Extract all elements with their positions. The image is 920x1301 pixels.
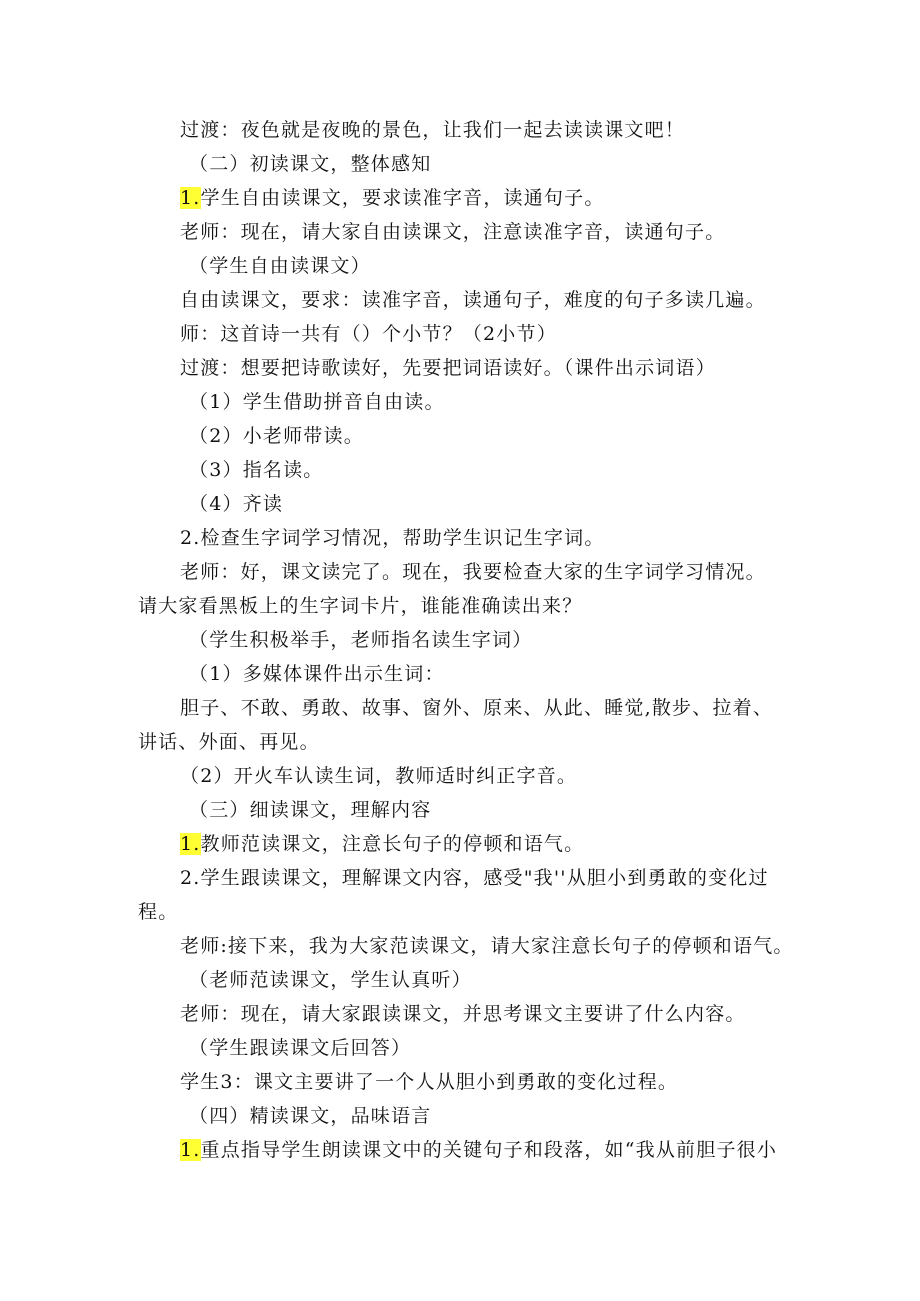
line-text: （1）学生借助拼音自由读。: [189, 391, 445, 413]
line-text: 2.检查生字词学习情况，帮助学生识记生字词。: [180, 527, 605, 549]
text-line: [138, 593, 582, 619]
text-line: [189, 457, 324, 483]
section-heading: [189, 151, 431, 177]
text-line: [180, 1069, 678, 1095]
line-text: （学生跟读课文后回答）: [189, 1037, 412, 1059]
line-text: （学生积极举手，老师指名读生字词）: [189, 629, 533, 651]
line-text: 程。: [138, 901, 179, 923]
numbered-item: [180, 831, 584, 857]
text-line: [189, 423, 364, 449]
line-text: （1）多媒体课件出示生词：: [189, 663, 445, 685]
text-line: [189, 627, 532, 653]
line-text: 学生自由读课文，要求读准字音，读通句子。: [200, 187, 605, 209]
text-line: [189, 389, 445, 415]
line-text: 老师：好，课文读完了。现在，我要检查大家的生字词学习情况。: [180, 561, 766, 583]
text-line: [180, 559, 766, 585]
highlighted-number-marker: 1.: [180, 1139, 201, 1161]
line-text: （3）指名读。: [189, 459, 324, 481]
line-text: 教师范读课文，注意长句子的停顿和语气。: [200, 833, 585, 855]
numbered-item: [180, 1137, 777, 1163]
text-line: [189, 661, 445, 687]
line-text: 请大家看黑板上的生字词卡片，谁能准确读出来？: [138, 595, 583, 617]
text-line: [138, 729, 320, 755]
text-line: [180, 355, 716, 381]
line-text: 讲话、外面、再见。: [138, 731, 320, 753]
highlighted-number-marker: 1.: [180, 833, 201, 855]
text-line: [180, 321, 557, 347]
line-text: （2）开火车认读生词，教师适时纠正字音。: [180, 765, 578, 787]
text-line: [189, 1035, 411, 1061]
text-line: [180, 865, 769, 891]
line-text: （老师范读课文，学生认真听）: [189, 969, 472, 991]
line-text: 老师:接下来，我为大家范读课文，请大家注意长句子的停顿和语气。: [180, 935, 794, 957]
text-line: [189, 967, 472, 993]
text-line: [189, 491, 283, 517]
text-line: [180, 695, 773, 721]
highlighted-number-marker: 1.: [180, 187, 201, 209]
text-line: [138, 899, 178, 925]
text-line: [180, 933, 794, 959]
text-line: [180, 219, 725, 245]
line-text: （4）齐读: [189, 493, 284, 515]
line-text: （四）精读课文，品味语言: [189, 1105, 432, 1127]
text-line: [180, 1001, 746, 1027]
line-text: （学生自由读课文）: [189, 255, 371, 277]
line-text: （2）小老师带读。: [189, 425, 364, 447]
line-text: （二）初读课文，整体感知: [189, 153, 432, 175]
line-text: 学生3：课文主要讲了一个人从胆小到勇敢的变化过程。: [180, 1071, 679, 1093]
line-text: 自由读课文，要求：读准字音，读通句子，难度的句子多读几遍。: [180, 289, 766, 311]
section-heading: [189, 797, 431, 823]
line-text: 重点指导学生朗读课文中的关键句子和段落，如“我从前胆子很小: [200, 1139, 778, 1161]
line-text: 过渡：夜色就是夜晚的景色，让我们一起去读读课文吧！: [180, 119, 686, 141]
text-line: [180, 117, 685, 143]
line-text: 2.学生跟读课文，理解课文内容，感受"我''从胆小到勇敢的变化过: [180, 867, 769, 889]
text-line: [180, 525, 605, 551]
text-line: [189, 253, 371, 279]
line-text: 老师：现在，请大家自由读课文，注意读准字音，读通句子。: [180, 221, 726, 243]
line-text: 师：这首诗一共有（）个小节？（2小节）: [180, 323, 557, 345]
line-text: 胆子、不敢、勇敢、故事、窗外、原来、从此、睡觉,散步、拉着、: [180, 697, 774, 719]
numbered-item: [180, 185, 605, 211]
line-text: （三）细读课文，理解内容: [189, 799, 432, 821]
text-line: [180, 763, 577, 789]
section-heading: [189, 1103, 431, 1129]
line-text: 老师：现在，请大家跟读课文，并思考课文主要讲了什么内容。: [180, 1003, 746, 1025]
text-line: [180, 287, 766, 313]
line-text: 过渡：想要把诗歌读好，先要把词语读好。（课件出示词语）: [180, 357, 716, 379]
